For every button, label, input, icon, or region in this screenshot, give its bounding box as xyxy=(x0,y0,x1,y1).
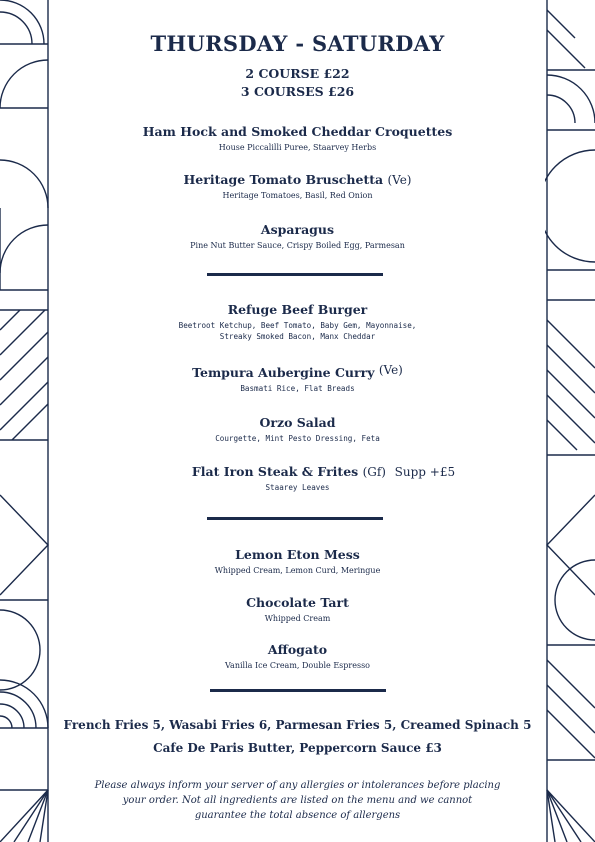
main-item-description-row xyxy=(50,480,545,493)
dish-name: Orzo Salad xyxy=(259,415,336,430)
dish-name: Ham Hock and Smoked Cheddar Croquettes xyxy=(142,124,453,139)
main-item xyxy=(50,302,545,342)
menu-title: THURSDAY - SATURDAY xyxy=(150,31,445,56)
starter-item xyxy=(50,124,545,153)
dish-description: Whipped Cream xyxy=(264,614,331,623)
main-item xyxy=(42,464,595,480)
starter-item xyxy=(50,222,545,251)
dietary-tag: (Ve) xyxy=(378,363,403,377)
geometric-pattern-left xyxy=(0,0,50,842)
main-item xyxy=(50,415,545,444)
dietary-tag: (Ve) xyxy=(387,173,412,187)
price-three-course: 3 COURSES £26 xyxy=(240,84,355,99)
dish-name: Asparagus xyxy=(260,222,335,237)
dish-name: Refuge Beef Burger xyxy=(227,302,368,317)
notice-line: guarantee the total absence of allergens xyxy=(194,810,401,821)
menu-page xyxy=(50,0,545,842)
dish-name: Affogato xyxy=(267,642,328,657)
price-two-course: 2 COURSE £22 xyxy=(245,66,350,81)
dish-description xyxy=(50,320,545,342)
dietary-tag: (Gf) xyxy=(362,465,386,479)
dish-description: Vanilla Ice Cream, Double Espresso xyxy=(225,661,370,670)
right-geometric-border xyxy=(545,0,595,842)
notice-line: your order. Not all ingredients are listed on the menu and we cannot xyxy=(122,795,473,806)
starter-item xyxy=(50,172,545,201)
notice-line: Please always inform your server of any allergies or intolerances before placing xyxy=(94,780,501,791)
main-item xyxy=(50,365,545,394)
section-divider xyxy=(207,517,383,520)
dish-name: Chocolate Tart xyxy=(246,595,349,610)
dish-name: Flat Iron Steak & Frites (Gf) Supp +£5 xyxy=(191,464,456,479)
dessert-item xyxy=(50,595,545,624)
dish-description: House Piccalilli Puree, Staarvey Herbs xyxy=(218,143,377,152)
dish-description: Basmati Rice, Flat Breads xyxy=(240,384,355,393)
sides-line: French Fries 5, Wasabi Fries 6, Parmesan Fries 5, Creamed Spinach 5 xyxy=(63,718,532,732)
dish-name: Lemon Eton Mess xyxy=(235,547,360,562)
dessert-item xyxy=(50,547,545,576)
dessert-item xyxy=(50,642,545,671)
section-divider xyxy=(207,273,383,276)
supplement-price: Supp +£5 xyxy=(394,465,456,479)
geometric-pattern-right xyxy=(545,0,595,842)
description-line: Beetroot Ketchup, Beef Tomato, Baby Gem, Mayonnaise, xyxy=(178,321,417,330)
sauces-line: Cafe De Paris Butter, Peppercorn Sauce £3 xyxy=(153,741,442,755)
dish-name: Tempura Aubergine Curry (Ve) xyxy=(192,363,403,380)
left-geometric-border xyxy=(0,0,50,842)
allergy-notice xyxy=(68,778,527,823)
dish-description: Whipped Cream, Lemon Curd, Meringue xyxy=(214,566,381,575)
dish-description: Staarey Leaves xyxy=(265,483,330,492)
dish-description: Heritage Tomatoes, Basil, Red Onion xyxy=(222,191,373,200)
description-line: Streaky Smoked Bacon, Manx Cheddar xyxy=(219,332,376,341)
section-divider xyxy=(210,689,386,692)
dish-name: Heritage Tomato Bruschetta (Ve) xyxy=(183,172,412,187)
dish-description: Pine Nut Butter Sauce, Crispy Boiled Egg, Parmesan xyxy=(190,241,405,250)
dish-description: Courgette, Mint Pesto Dressing, Feta xyxy=(215,434,380,443)
